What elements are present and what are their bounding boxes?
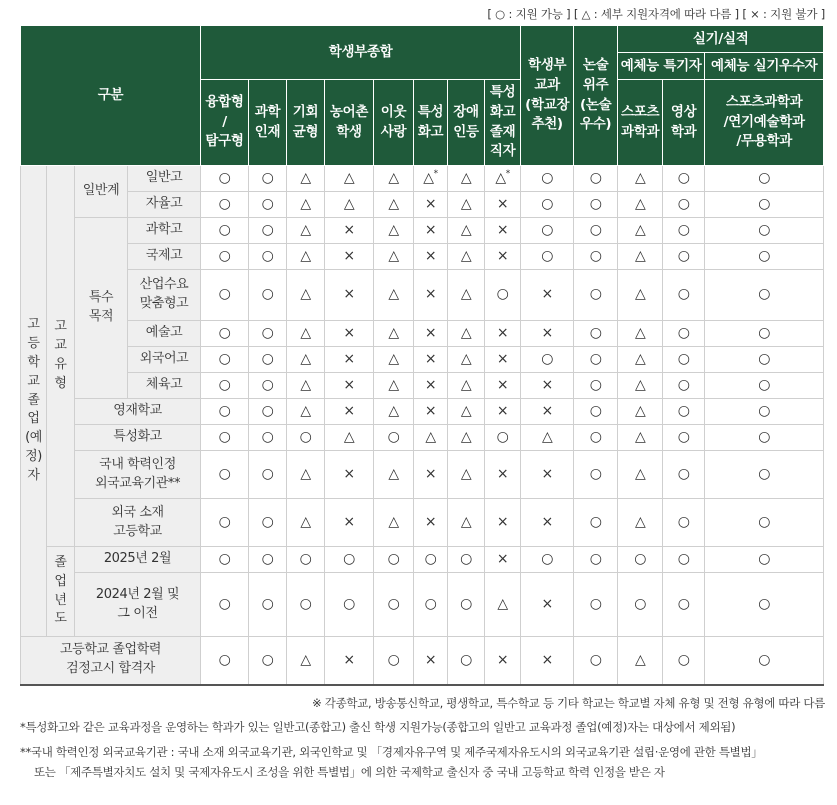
table-row xyxy=(21,425,824,451)
circle-mark: ○ xyxy=(249,637,287,685)
cross-mark: × xyxy=(485,499,521,547)
cross-mark: × xyxy=(414,244,448,270)
circle-mark: ○ xyxy=(249,547,287,573)
row-label: 산업수요 맞춤형고 xyxy=(128,270,201,321)
header-col-disability: 장애 인등 xyxy=(448,80,485,166)
header-yechae-special: 예체능 특기자 xyxy=(618,53,705,80)
triangle-mark: △ xyxy=(618,192,663,218)
circle-mark: ○ xyxy=(325,547,374,573)
circle-mark: ○ xyxy=(287,573,325,637)
cross-mark: × xyxy=(485,321,521,347)
triangle-mark: △ xyxy=(287,218,325,244)
row-label: 일반고 xyxy=(128,166,201,192)
cross-mark: × xyxy=(485,244,521,270)
circle-mark: ○ xyxy=(374,425,414,451)
circle-mark: ○ xyxy=(618,547,663,573)
circle-mark: ○ xyxy=(574,547,618,573)
triangle-mark: △ xyxy=(374,373,414,399)
circle-mark: ○ xyxy=(249,347,287,373)
circle-mark: ○ xyxy=(201,192,249,218)
circle-mark: ○ xyxy=(287,547,325,573)
cross-mark: × xyxy=(325,321,374,347)
label-graduation-year: 졸 업 년 도 xyxy=(47,547,75,637)
triangle-mark: △ xyxy=(618,347,663,373)
row-label: 예술고 xyxy=(128,321,201,347)
row-label: 2025년 2월 xyxy=(75,547,201,573)
triangle-star-mark: △* xyxy=(414,166,448,192)
cross-mark: × xyxy=(414,637,448,685)
triangle-mark: △ xyxy=(448,218,485,244)
cross-mark: × xyxy=(521,270,574,321)
circle-mark: ○ xyxy=(521,166,574,192)
cross-mark: × xyxy=(485,451,521,499)
cross-mark: × xyxy=(325,270,374,321)
row-label: 국제고 xyxy=(128,244,201,270)
circle-mark: ○ xyxy=(574,373,618,399)
table-row xyxy=(21,573,824,637)
cross-mark: × xyxy=(521,451,574,499)
row-label: 특성화고 xyxy=(75,425,201,451)
circle-mark: ○ xyxy=(201,166,249,192)
circle-mark: ○ xyxy=(448,547,485,573)
triangle-mark: △ xyxy=(521,425,574,451)
cross-mark: × xyxy=(325,347,374,373)
header-gubun: 구분 xyxy=(21,26,201,166)
table-row xyxy=(21,499,824,547)
cross-mark: × xyxy=(325,373,374,399)
circle-mark: ○ xyxy=(201,499,249,547)
circle-mark: ○ xyxy=(448,573,485,637)
triangle-mark: △ xyxy=(287,192,325,218)
circle-mark: ○ xyxy=(574,166,618,192)
circle-mark: ○ xyxy=(663,451,705,499)
header-col-vocational: 특성 화고 xyxy=(414,80,448,166)
table-row xyxy=(21,373,824,399)
circle-mark: ○ xyxy=(705,192,824,218)
cross-mark: × xyxy=(414,399,448,425)
triangle-mark: △ xyxy=(448,347,485,373)
triangle-mark: △ xyxy=(414,425,448,451)
header-col-vocational-employed: 특성 화고 졸재 직자 xyxy=(485,80,521,166)
triangle-mark: △ xyxy=(374,451,414,499)
label-general: 일반계 xyxy=(75,166,128,218)
row-label: 영재학교 xyxy=(75,399,201,425)
circle-mark: ○ xyxy=(574,399,618,425)
cross-mark: × xyxy=(414,451,448,499)
row-label: 과학고 xyxy=(128,218,201,244)
cross-mark: × xyxy=(521,637,574,685)
table-row xyxy=(21,399,824,425)
cross-mark: × xyxy=(521,373,574,399)
header-col-science: 과학 인재 xyxy=(249,80,287,166)
triangle-mark: △ xyxy=(448,166,485,192)
cross-mark: × xyxy=(485,547,521,573)
cross-mark: × xyxy=(485,637,521,685)
table-row xyxy=(21,347,824,373)
circle-mark: ○ xyxy=(201,321,249,347)
circle-mark: ○ xyxy=(521,244,574,270)
circle-mark: ○ xyxy=(574,499,618,547)
triangle-mark: △ xyxy=(287,321,325,347)
cross-mark: × xyxy=(325,499,374,547)
circle-mark: ○ xyxy=(574,218,618,244)
triangle-mark: △ xyxy=(618,321,663,347)
triangle-mark: △ xyxy=(618,373,663,399)
cross-mark: × xyxy=(414,270,448,321)
circle-mark: ○ xyxy=(663,547,705,573)
circle-mark: ○ xyxy=(705,399,824,425)
circle-mark: ○ xyxy=(249,270,287,321)
circle-mark: ○ xyxy=(663,270,705,321)
triangle-mark: △ xyxy=(374,347,414,373)
cross-mark: × xyxy=(485,373,521,399)
triangle-mark: △ xyxy=(287,637,325,685)
table-row xyxy=(21,321,824,347)
row-label: 체육고 xyxy=(128,373,201,399)
triangle-mark: △ xyxy=(618,451,663,499)
circle-mark: ○ xyxy=(521,547,574,573)
cross-mark: × xyxy=(485,218,521,244)
cross-mark: × xyxy=(325,451,374,499)
circle-mark: ○ xyxy=(574,192,618,218)
circle-mark: ○ xyxy=(201,244,249,270)
footnote-etc-schools: ※ 각종학교, 방송통신학교, 평생학교, 특수학교 등 기타 학교는 학교별 자체 유형 및 전형 유형에 따라 다름 xyxy=(312,696,825,710)
circle-mark: ○ xyxy=(705,637,824,685)
circle-mark: ○ xyxy=(574,451,618,499)
eligibility-table xyxy=(20,25,824,686)
header-col-video: 영상 학과 xyxy=(663,80,705,166)
cross-mark: × xyxy=(521,499,574,547)
circle-mark: ○ xyxy=(663,347,705,373)
cross-mark: × xyxy=(414,218,448,244)
cross-mark: × xyxy=(414,347,448,373)
cross-mark: × xyxy=(325,637,374,685)
triangle-star-mark: △* xyxy=(485,166,521,192)
circle-mark: ○ xyxy=(705,347,824,373)
circle-mark: ○ xyxy=(201,270,249,321)
circle-mark: ○ xyxy=(521,192,574,218)
footnote-vocational: *특성화고와 같은 교육과정을 운영하는 학과가 있는 일반고(종합고) 출신 학생 지원가능(종합고의 일반고 교육과정 졸업(예정)자는 대상에서 제외됨) xyxy=(20,720,736,734)
circle-mark: ○ xyxy=(574,637,618,685)
triangle-mark: △ xyxy=(448,244,485,270)
circle-mark: ○ xyxy=(201,373,249,399)
circle-mark: ○ xyxy=(287,425,325,451)
triangle-mark: △ xyxy=(448,451,485,499)
header-col-yunghap: 융합형 / 탐구형 xyxy=(201,80,249,166)
triangle-mark: △ xyxy=(287,166,325,192)
circle-mark: ○ xyxy=(574,321,618,347)
header-student-comprehensive: 학생부종합 xyxy=(201,26,521,80)
footnotes xyxy=(20,695,825,782)
circle-mark: ○ xyxy=(249,451,287,499)
circle-mark: ○ xyxy=(201,451,249,499)
circle-mark: ○ xyxy=(705,321,824,347)
cross-mark: × xyxy=(521,573,574,637)
circle-mark: ○ xyxy=(249,218,287,244)
triangle-mark: △ xyxy=(448,373,485,399)
row-label: 국내 학력인정 외국교육기관** xyxy=(75,451,201,499)
triangle-mark: △ xyxy=(374,166,414,192)
circle-mark: ○ xyxy=(249,244,287,270)
circle-mark: ○ xyxy=(201,218,249,244)
circle-mark: ○ xyxy=(574,347,618,373)
circle-mark: ○ xyxy=(201,573,249,637)
circle-mark: ○ xyxy=(249,499,287,547)
circle-mark: ○ xyxy=(201,347,249,373)
circle-mark: ○ xyxy=(705,166,824,192)
triangle-mark: △ xyxy=(448,499,485,547)
circle-mark: ○ xyxy=(705,244,824,270)
circle-mark: ○ xyxy=(705,425,824,451)
circle-mark: ○ xyxy=(574,244,618,270)
cross-mark: × xyxy=(414,192,448,218)
triangle-mark: △ xyxy=(374,270,414,321)
circle-mark: ○ xyxy=(663,637,705,685)
triangle-mark: △ xyxy=(448,270,485,321)
circle-mark: ○ xyxy=(201,425,249,451)
circle-mark: ○ xyxy=(249,166,287,192)
circle-mark: ○ xyxy=(663,425,705,451)
circle-mark: ○ xyxy=(663,192,705,218)
table-row xyxy=(21,270,824,321)
circle-mark: ○ xyxy=(414,573,448,637)
circle-mark: ○ xyxy=(663,244,705,270)
circle-mark: ○ xyxy=(374,637,414,685)
header-nonsul: 논술 위주 (논술 우수) xyxy=(574,26,618,166)
circle-mark: ○ xyxy=(663,321,705,347)
table-row xyxy=(21,166,824,192)
row-label: 외국 소재 고등학교 xyxy=(75,499,201,547)
circle-mark: ○ xyxy=(663,573,705,637)
row-label: 외국어고 xyxy=(128,347,201,373)
circle-mark: ○ xyxy=(374,573,414,637)
cross-mark: × xyxy=(521,321,574,347)
circle-mark: ○ xyxy=(325,573,374,637)
triangle-mark: △ xyxy=(618,218,663,244)
cross-mark: × xyxy=(325,244,374,270)
triangle-mark: △ xyxy=(618,637,663,685)
cross-mark: × xyxy=(521,399,574,425)
circle-mark: ○ xyxy=(705,373,824,399)
table-row xyxy=(21,218,824,244)
circle-mark: ○ xyxy=(249,573,287,637)
cross-mark: × xyxy=(414,373,448,399)
triangle-mark: △ xyxy=(325,166,374,192)
triangle-mark: △ xyxy=(287,244,325,270)
triangle-mark: △ xyxy=(485,573,521,637)
circle-mark: ○ xyxy=(521,347,574,373)
table-row xyxy=(21,451,824,499)
circle-mark: ○ xyxy=(521,218,574,244)
triangle-mark: △ xyxy=(287,270,325,321)
header-yechae-excellent: 예체능 실기우수자 xyxy=(705,53,824,80)
circle-mark: ○ xyxy=(249,425,287,451)
triangle-mark: △ xyxy=(287,451,325,499)
triangle-mark: △ xyxy=(374,244,414,270)
header-col-balance: 기회 균형 xyxy=(287,80,325,166)
triangle-mark: △ xyxy=(618,270,663,321)
circle-mark: ○ xyxy=(705,547,824,573)
triangle-mark: △ xyxy=(618,244,663,270)
triangle-mark: △ xyxy=(374,321,414,347)
circle-mark: ○ xyxy=(705,499,824,547)
table-row xyxy=(21,244,824,270)
table-row xyxy=(21,192,824,218)
circle-mark: ○ xyxy=(448,637,485,685)
cross-mark: × xyxy=(485,192,521,218)
circle-mark: ○ xyxy=(201,547,249,573)
footnote-foreign-institution: **국내 학력인정 외국교육기관 : 국내 소재 외국교육기관, 외국인학교 및 「경제자유구역 및 제주국제자유도시의 외국교육기관 설립·운영에 관한 특별법」 또는 「제주특별자치도 설치 및 국제자유도시 조성을 위한 특별법」에 의한 국제학교 출신자 중 국내 고등학교 학력 인정을 받은 자 xyxy=(20,745,763,779)
triangle-mark: △ xyxy=(618,166,663,192)
header-col-rural: 농어촌 학생 xyxy=(325,80,374,166)
circle-mark: ○ xyxy=(705,270,824,321)
circle-mark: ○ xyxy=(574,573,618,637)
circle-mark: ○ xyxy=(201,637,249,685)
header-col-excellent: 스포츠과학과 /연기예술학과 /무용학과 xyxy=(705,80,824,166)
circle-mark: ○ xyxy=(663,399,705,425)
triangle-mark: △ xyxy=(325,425,374,451)
triangle-mark: △ xyxy=(287,347,325,373)
circle-mark: ○ xyxy=(485,270,521,321)
table-row xyxy=(21,637,824,685)
header-col-neighbor: 이웃 사랑 xyxy=(374,80,414,166)
triangle-mark: △ xyxy=(287,399,325,425)
triangle-mark: △ xyxy=(374,218,414,244)
circle-mark: ○ xyxy=(574,425,618,451)
triangle-mark: △ xyxy=(448,192,485,218)
triangle-mark: △ xyxy=(287,499,325,547)
table-row xyxy=(21,547,824,573)
circle-mark: ○ xyxy=(705,573,824,637)
triangle-mark: △ xyxy=(448,321,485,347)
circle-mark: ○ xyxy=(663,166,705,192)
circle-mark: ○ xyxy=(705,218,824,244)
circle-mark: ○ xyxy=(485,425,521,451)
triangle-mark: △ xyxy=(448,399,485,425)
cross-mark: × xyxy=(485,399,521,425)
circle-mark: ○ xyxy=(663,373,705,399)
circle-mark: ○ xyxy=(574,270,618,321)
cross-mark: × xyxy=(414,499,448,547)
label-school-type: 고 교 유 형 xyxy=(47,166,75,547)
circle-mark: ○ xyxy=(414,547,448,573)
cross-mark: × xyxy=(414,321,448,347)
legend: [ ○ : 지원 가능 ] [ △ : 세부 지원자격에 따라 다름 ] [ × : 지원 불가 ] xyxy=(487,7,825,21)
cross-mark: × xyxy=(325,399,374,425)
triangle-mark: △ xyxy=(374,499,414,547)
triangle-mark: △ xyxy=(618,425,663,451)
cross-mark: × xyxy=(485,347,521,373)
triangle-mark: △ xyxy=(618,499,663,547)
header-col-sports-science: 스포츠 과학과 xyxy=(618,80,663,166)
circle-mark: ○ xyxy=(618,573,663,637)
circle-mark: ○ xyxy=(249,192,287,218)
triangle-mark: △ xyxy=(374,192,414,218)
triangle-mark: △ xyxy=(374,399,414,425)
circle-mark: ○ xyxy=(705,451,824,499)
circle-mark: ○ xyxy=(249,399,287,425)
label-graduate-expected: 고 등 학 교 졸 업 (예 정) 자 xyxy=(21,166,47,637)
cross-mark: × xyxy=(325,218,374,244)
triangle-mark: △ xyxy=(287,373,325,399)
circle-mark: ○ xyxy=(201,399,249,425)
circle-mark: ○ xyxy=(663,499,705,547)
header-gyogwa: 학생부 교과 (학교장 추천) xyxy=(521,26,574,166)
header-practical: 실기/실적 xyxy=(618,26,824,53)
triangle-mark: △ xyxy=(325,192,374,218)
circle-mark: ○ xyxy=(249,373,287,399)
triangle-mark: △ xyxy=(448,425,485,451)
label-special-purpose: 특수 목적 xyxy=(75,218,128,399)
row-label: 고등학교 졸업학력 검정고시 합격자 xyxy=(21,637,201,685)
row-label: 자율고 xyxy=(128,192,201,218)
circle-mark: ○ xyxy=(249,321,287,347)
triangle-mark: △ xyxy=(618,399,663,425)
circle-mark: ○ xyxy=(374,547,414,573)
circle-mark: ○ xyxy=(663,218,705,244)
row-label: 2024년 2월 및 그 이전 xyxy=(75,573,201,637)
